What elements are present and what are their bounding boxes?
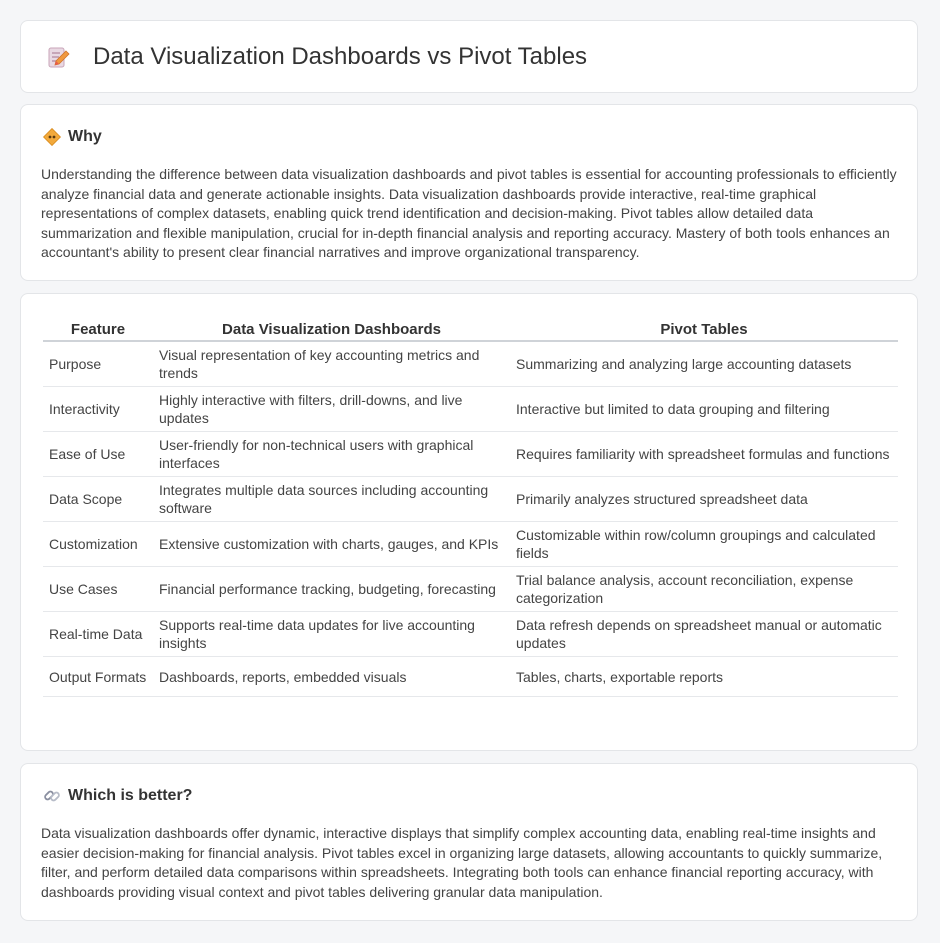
dashboards-cell: User-friendly for non-technical users with graphical interfaces [153,432,510,477]
better-heading-row [43,786,192,806]
dashboards-cell: Financial performance tracking, budgeting, forecasting [153,567,510,612]
feature-cell: Customization [43,522,153,567]
dashboards-cell: Integrates multiple data sources including accounting software [153,477,510,522]
why-heading-row [43,127,102,147]
dashboards-cell: Visual representation of key accounting metrics and trends [153,341,510,387]
pivot-cell: Summarizing and analyzing large accounting datasets [510,341,898,387]
dashboards-cell: Extensive customization with charts, gauges, and KPIs [153,522,510,567]
pivot-cell: Primarily analyzes structured spreadsheet data [510,477,898,522]
dashboards-cell: Highly interactive with filters, drill-downs, and live updates [153,387,510,432]
link-icon [43,787,61,805]
table-header-row [43,316,898,341]
comparison-table [43,316,898,697]
feature-cell: Interactivity [43,387,153,432]
pivot-cell: Customizable within row/column groupings and calculated fields [510,522,898,567]
memo-pencil-icon [47,44,71,70]
dashboards-cell: Dashboards, reports, embedded visuals [153,657,510,697]
title-row [47,43,587,71]
page-title: Data Visualization Dashboards vs Pivot Tables [93,43,588,70]
feature-cell: Ease of Use [43,432,153,477]
diamond-warning-icon [43,128,61,146]
table-row [43,522,898,567]
header-dashboards: Data Visualization Dashboards [153,316,510,341]
dashboards-cell: Supports real-time data updates for live accounting insights [153,612,510,657]
title-card [20,20,918,93]
better-heading: Which is better? [68,787,193,804]
pivot-cell: Data refresh depends on spreadsheet manual or automatic updates [510,612,898,657]
pivot-cell: Requires familiarity with spreadsheet formulas and functions [510,432,898,477]
feature-cell: Real-time Data [43,612,153,657]
table-row [43,567,898,612]
table-row [43,612,898,657]
why-heading: Why [68,128,102,145]
feature-cell: Output Formats [43,657,153,697]
feature-cell: Purpose [43,341,153,387]
why-section [20,104,918,281]
feature-cell: Use Cases [43,567,153,612]
pivot-cell: Tables, charts, exportable reports [510,657,898,697]
header-feature: Feature [43,316,153,341]
comparison-section [20,293,918,751]
pivot-cell: Trial balance analysis, account reconciliation, expense categorization [510,567,898,612]
which-is-better-section [20,763,918,921]
table-row [43,387,898,432]
pivot-cell: Interactive but limited to data grouping and filtering [510,387,898,432]
why-text: Understanding the difference between data visualization dashboards and pivot tables is essential for accounting professionals to efficiently analyze financial data and generate actionable insights. Data visualization dashboards provide interactive, real-time graphical representations of complex datasets, enabling quick trend identification and decision-making. Pivot tables allow detailed data summarization and flexible manipulation, crucial for in-depth financial analysis and reporting accuracy. Mastery of both tools enhances an accountant's ability to present clear financial narratives and improve organizational transparency. [41,166,897,261]
better-text: Data visualization dashboards offer dynamic, interactive displays that simplify complex accounting data, enabling real-time insights and easier decision-making for financial analysis. Pivot tables excel in organizing large datasets, allowing accountants to quickly summarize, filter, and perform detailed data comparisons within spreadsheets. Integrating both tools can enhance financial reporting accuracy, with dashboards providing visual context and pivot tables delivering granular data manipulation. [41,825,883,900]
table-row [43,432,898,477]
table-row [43,657,898,697]
table-row [43,477,898,522]
header-pivot-tables: Pivot Tables [510,316,898,341]
table-row [43,341,898,387]
feature-cell: Data Scope [43,477,153,522]
